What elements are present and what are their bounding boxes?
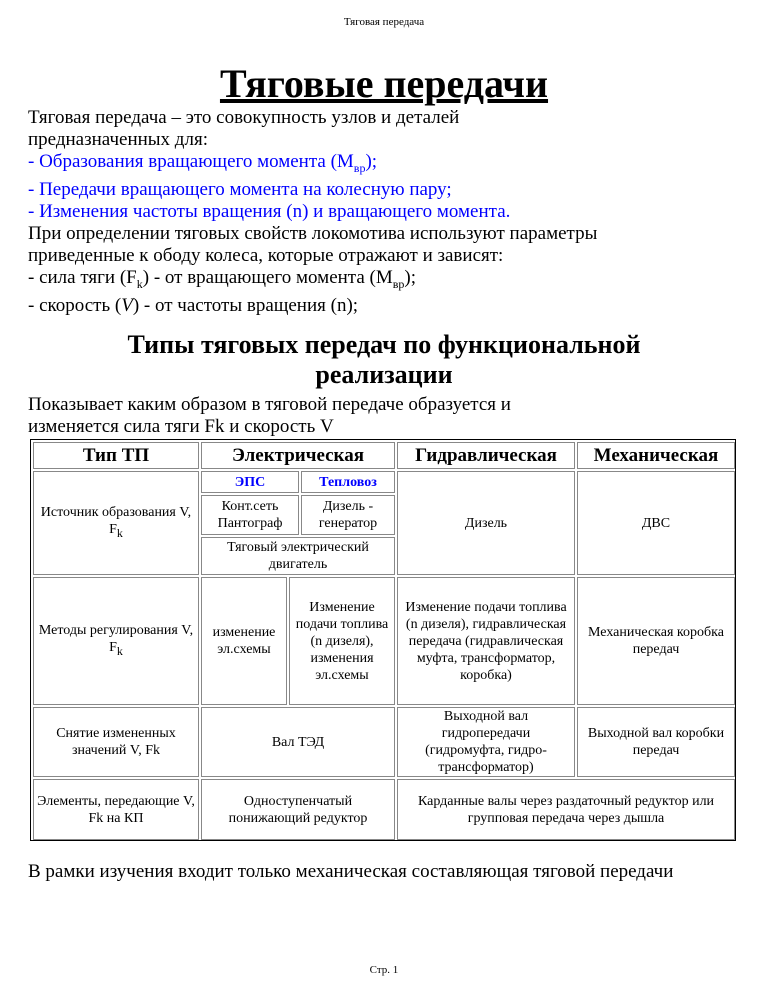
row-label-text: Методы регулирования V, F: [38, 623, 194, 656]
definition-line: предназначенных для:: [28, 129, 208, 150]
cell-electric-output: Вал ТЭД: [201, 707, 395, 777]
parameters-line: приведенные к ободу колеса, которые отражают и зависят:: [28, 244, 504, 266]
param-text: - сила тяги (F: [28, 266, 137, 288]
running-header: Тяговая передача: [343, 16, 425, 28]
purpose-text: - Образования вращающего момента (М: [28, 151, 354, 172]
parameter-item: [28, 267, 748, 295]
cell-eps-source: Конт.сеть Пантограф: [201, 495, 299, 535]
header-type: Тип ТП: [33, 442, 199, 469]
section-title: [0, 330, 768, 390]
description-line: Показывает каким образом в тяговой передаче образуется и: [28, 394, 511, 415]
row-label-text: Источник образования V, F: [40, 505, 192, 538]
row-label-regulation: [33, 577, 199, 705]
purpose-item: - Передачи вращающего момента на колесную пару;: [28, 178, 452, 200]
cell-teplovoz-source: Дизель - генератор: [301, 495, 395, 535]
cell-hydraulic-output: Выходной вал гидропередачи (гидромуфта, гидро-трансформатор): [397, 707, 575, 777]
param-text: ) - от частоты вращения (n);: [132, 294, 359, 316]
subscript: вр: [392, 276, 405, 291]
param-text: - скорость (: [28, 294, 122, 316]
subscript: вр: [353, 160, 366, 175]
cell-eps-regulation: изменение эл.схемы: [201, 577, 287, 705]
subscript: k: [136, 276, 143, 291]
parameter-item: [28, 295, 748, 317]
cell-hydraulic-regulation: Изменение подачи топлива (n дизеля), гидравлическая передача (гидравлическая муфта, трансформатор, коробка): [397, 577, 575, 705]
purpose-item: - Изменения частоты вращения (n) и вращающего момента.: [28, 200, 511, 222]
row-label-output: Снятие измененных значений V, Fk: [33, 707, 199, 777]
param-text: ) - от вращающего момента (М: [142, 266, 393, 288]
closing-note: В рамки изучения входит только механическая составляющая тяговой передачи: [28, 861, 674, 882]
intro-section: [28, 107, 748, 317]
cell-hydraulic-source: Дизель: [397, 471, 575, 575]
subheader-eps: ЭПС: [201, 471, 299, 493]
cell-mechanical-regulation: Механическая коробка передач: [577, 577, 735, 705]
cell-mechanical-output: Выходной вал коробки передач: [577, 707, 735, 777]
subscript: k: [116, 643, 123, 658]
header-electric: Электрическая: [201, 442, 395, 469]
purpose-item: [28, 151, 748, 179]
page-number: Стр. 1: [369, 964, 399, 976]
transmission-types-table: [30, 439, 736, 841]
section-description: [28, 394, 728, 438]
row-label-source: [33, 471, 199, 575]
cell-electric-elements: Одноступенчатый понижающий редуктор: [201, 779, 395, 840]
subscript: k: [116, 525, 123, 540]
row-label-elements: Элементы, передающие V, Fk на КП: [33, 779, 199, 840]
subheader-teplovoz: Тепловоз: [301, 471, 395, 493]
header-hydraulic: Гидравлическая: [397, 442, 575, 469]
section-title-line: реализации: [315, 360, 453, 389]
description-line: изменяется сила тяги Fk и скорость V: [28, 416, 334, 437]
purpose-text: );: [365, 151, 378, 172]
parameters-line: При определении тяговых свойств локомотива используют параметры: [28, 222, 598, 244]
param-text: );: [404, 266, 417, 288]
param-symbol: V: [121, 294, 133, 316]
definition-line: Тяговая передача – это совокупность узлов и деталей: [28, 107, 460, 128]
section-title-line: Типы тяговых передач по функциональной: [127, 330, 641, 359]
header-mechanical: Механическая: [577, 442, 735, 469]
cell-mechanical-source: ДВС: [577, 471, 735, 575]
cell-electric-motor: Тяговый электрический двигатель: [201, 537, 395, 575]
page-title: Тяговые передачи: [219, 61, 549, 106]
cell-teplovoz-regulation: Изменение подачи топлива (n дизеля), изменения эл.схемы: [289, 577, 395, 705]
cell-hyd-mech-elements: Карданные валы через раздаточный редуктор или групповая передача через дышла: [397, 779, 735, 840]
